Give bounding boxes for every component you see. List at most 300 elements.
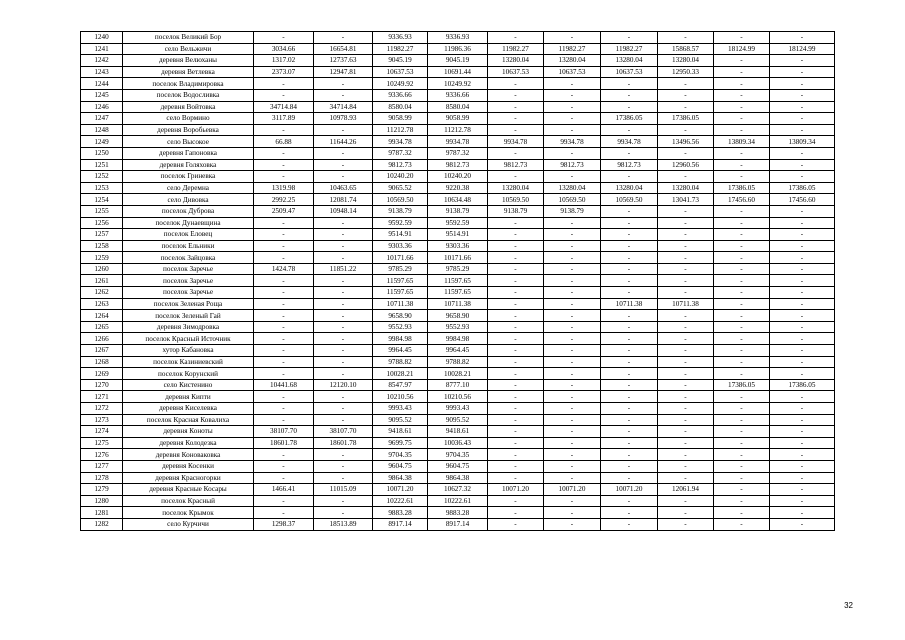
value-cell: - <box>601 437 658 449</box>
value-cell: - <box>770 321 835 333</box>
value-cell: - <box>544 275 601 287</box>
value-cell: - <box>770 252 835 264</box>
row-number-cell: 1281 <box>81 507 123 519</box>
value-cell: 13280.04 <box>658 55 714 67</box>
value-cell: - <box>314 507 373 519</box>
value-cell: - <box>314 495 373 507</box>
row-number-cell: 1272 <box>81 403 123 415</box>
value-cell: - <box>544 437 601 449</box>
row-number-cell: 1254 <box>81 194 123 206</box>
value-cell: - <box>658 403 714 415</box>
value-cell: - <box>658 333 714 345</box>
value-cell: - <box>254 147 314 159</box>
value-cell: - <box>658 495 714 507</box>
value-cell: - <box>544 229 601 241</box>
value-cell: - <box>254 240 314 252</box>
value-cell: 8580.04 <box>373 101 428 113</box>
table-row <box>81 55 835 67</box>
value-cell: - <box>601 101 658 113</box>
value-cell: - <box>601 321 658 333</box>
value-cell: 10441.68 <box>254 379 314 391</box>
value-cell: 9592.59 <box>373 217 428 229</box>
value-cell: 11851.22 <box>314 263 373 275</box>
value-cell: - <box>314 298 373 310</box>
value-cell: - <box>488 89 544 101</box>
value-cell: - <box>488 368 544 380</box>
value-cell: - <box>544 263 601 275</box>
settlement-name-cell: деревня Зимодровка <box>123 321 254 333</box>
value-cell: - <box>544 472 601 484</box>
value-cell: - <box>601 368 658 380</box>
value-cell: - <box>254 391 314 403</box>
value-cell: - <box>601 263 658 275</box>
row-number-cell: 1246 <box>81 101 123 113</box>
value-cell: 18124.99 <box>770 43 835 55</box>
value-cell: - <box>544 32 601 44</box>
value-cell: - <box>488 426 544 438</box>
value-cell: - <box>544 518 601 530</box>
value-cell: 2373.07 <box>254 66 314 78</box>
value-cell: - <box>254 414 314 426</box>
value-cell: 2992.25 <box>254 194 314 206</box>
value-cell: 13280.04 <box>544 182 601 194</box>
value-cell: 10569.50 <box>601 194 658 206</box>
table-row <box>81 240 835 252</box>
value-cell: - <box>254 310 314 322</box>
value-cell: 9336.66 <box>428 89 488 101</box>
value-cell: - <box>714 356 770 368</box>
value-cell: 10691.44 <box>428 66 488 78</box>
value-cell: - <box>544 391 601 403</box>
value-cell: 9704.35 <box>428 449 488 461</box>
value-cell: - <box>714 171 770 183</box>
value-cell: 11982.27 <box>373 43 428 55</box>
value-cell: 9592.59 <box>428 217 488 229</box>
value-cell: 9812.73 <box>428 159 488 171</box>
value-cell: - <box>314 368 373 380</box>
value-cell: - <box>544 495 601 507</box>
table-row <box>81 403 835 415</box>
table-row <box>81 472 835 484</box>
value-cell: - <box>254 275 314 287</box>
value-cell: - <box>770 159 835 171</box>
value-cell: - <box>714 472 770 484</box>
settlement-name-cell: поселок Владимировка <box>123 78 254 90</box>
settlement-name-cell: село Вормино <box>123 113 254 125</box>
value-cell: - <box>488 437 544 449</box>
value-cell: - <box>714 345 770 357</box>
value-cell: - <box>601 345 658 357</box>
value-cell: 17386.05 <box>770 182 835 194</box>
value-cell: - <box>770 89 835 101</box>
value-cell: - <box>488 403 544 415</box>
value-cell: - <box>254 368 314 380</box>
value-cell: 34714.84 <box>254 101 314 113</box>
value-cell: - <box>488 460 544 472</box>
value-cell: - <box>770 124 835 136</box>
value-cell: - <box>714 78 770 90</box>
table-row <box>81 124 835 136</box>
value-cell: - <box>770 403 835 415</box>
value-cell: - <box>658 414 714 426</box>
value-cell: - <box>658 379 714 391</box>
value-cell: 9934.78 <box>488 136 544 148</box>
settlement-name-cell: поселок Красный Источник <box>123 333 254 345</box>
value-cell: 13280.04 <box>601 55 658 67</box>
settlement-name-cell: деревня Кипти <box>123 391 254 403</box>
value-cell: 17386.05 <box>714 379 770 391</box>
value-cell: - <box>658 507 714 519</box>
value-cell: 15868.57 <box>658 43 714 55</box>
value-cell: - <box>601 275 658 287</box>
table-row <box>81 437 835 449</box>
value-cell: 10711.38 <box>373 298 428 310</box>
value-cell: - <box>658 437 714 449</box>
value-cell: - <box>770 78 835 90</box>
value-cell: 11982.27 <box>488 43 544 55</box>
value-cell: - <box>254 287 314 299</box>
value-cell: - <box>544 89 601 101</box>
value-cell: 10222.61 <box>373 495 428 507</box>
value-cell: - <box>254 217 314 229</box>
value-cell: - <box>314 89 373 101</box>
value-cell: 9336.93 <box>428 32 488 44</box>
settlement-name-cell: поселок Зеленая Роща <box>123 298 254 310</box>
value-cell: - <box>658 101 714 113</box>
value-cell: - <box>770 113 835 125</box>
value-cell: 13041.73 <box>658 194 714 206</box>
value-cell: 10028.21 <box>373 368 428 380</box>
row-number-cell: 1279 <box>81 484 123 496</box>
settlement-name-cell: поселок Заречье <box>123 287 254 299</box>
value-cell: 10569.50 <box>373 194 428 206</box>
value-cell: - <box>254 124 314 136</box>
value-cell: - <box>714 333 770 345</box>
row-number-cell: 1270 <box>81 379 123 391</box>
table-row <box>81 321 835 333</box>
value-cell: 9787.32 <box>428 147 488 159</box>
value-cell: 16654.81 <box>314 43 373 55</box>
value-cell: 9785.29 <box>428 263 488 275</box>
row-number-cell: 1273 <box>81 414 123 426</box>
value-cell: - <box>770 414 835 426</box>
table-row <box>81 356 835 368</box>
value-cell: - <box>544 368 601 380</box>
settlement-name-cell: деревня Коноваковка <box>123 449 254 461</box>
value-cell: - <box>488 240 544 252</box>
settlement-name-cell: село Кистенино <box>123 379 254 391</box>
table-row <box>81 113 835 125</box>
table-row <box>81 298 835 310</box>
value-cell: 10222.61 <box>428 495 488 507</box>
value-cell: 10240.20 <box>373 171 428 183</box>
value-cell: 10071.20 <box>544 484 601 496</box>
row-number-cell: 1256 <box>81 217 123 229</box>
value-cell: 8777.10 <box>428 379 488 391</box>
value-cell: - <box>770 426 835 438</box>
value-cell: - <box>314 124 373 136</box>
value-cell: - <box>488 113 544 125</box>
value-cell: 10637.53 <box>544 66 601 78</box>
value-cell: - <box>770 368 835 380</box>
value-cell: 9785.29 <box>373 263 428 275</box>
value-cell: - <box>544 310 601 322</box>
value-cell: 38107.70 <box>254 426 314 438</box>
value-cell: - <box>488 391 544 403</box>
value-cell: 11597.65 <box>373 275 428 287</box>
value-cell: - <box>601 217 658 229</box>
value-cell: - <box>254 159 314 171</box>
value-cell: 17386.05 <box>658 113 714 125</box>
value-cell: 9138.79 <box>373 205 428 217</box>
value-cell: - <box>601 507 658 519</box>
value-cell: 18601.78 <box>314 437 373 449</box>
value-cell: - <box>770 217 835 229</box>
value-cell: - <box>714 368 770 380</box>
value-cell: - <box>488 124 544 136</box>
value-cell: 9065.52 <box>373 182 428 194</box>
value-cell: - <box>254 171 314 183</box>
value-cell: 10071.20 <box>373 484 428 496</box>
value-cell: 9138.79 <box>428 205 488 217</box>
value-cell: 9303.36 <box>428 240 488 252</box>
row-number-cell: 1255 <box>81 205 123 217</box>
value-cell: - <box>714 403 770 415</box>
value-cell: - <box>254 356 314 368</box>
value-cell: 12947.81 <box>314 66 373 78</box>
table-row <box>81 101 835 113</box>
value-cell: 9984.98 <box>428 333 488 345</box>
value-cell: - <box>601 124 658 136</box>
value-cell: 10569.50 <box>544 194 601 206</box>
settlement-name-cell: село Вельжичи <box>123 43 254 55</box>
value-cell: - <box>314 287 373 299</box>
table-row <box>81 194 835 206</box>
value-cell: - <box>488 507 544 519</box>
value-cell: 10240.20 <box>428 171 488 183</box>
value-cell: - <box>488 263 544 275</box>
settlement-name-cell: поселок Красная Ковалиха <box>123 414 254 426</box>
row-number-cell: 1245 <box>81 89 123 101</box>
value-cell: - <box>714 147 770 159</box>
value-cell: - <box>770 391 835 403</box>
value-cell: - <box>770 460 835 472</box>
value-cell: 10637.53 <box>488 66 544 78</box>
value-cell: 12960.56 <box>658 159 714 171</box>
value-cell: - <box>770 32 835 44</box>
value-cell: - <box>658 240 714 252</box>
value-cell: 9604.75 <box>428 460 488 472</box>
value-cell: - <box>601 205 658 217</box>
value-cell: 9220.38 <box>428 182 488 194</box>
row-number-cell: 1259 <box>81 252 123 264</box>
value-cell: - <box>254 32 314 44</box>
value-cell: - <box>488 414 544 426</box>
value-cell: 10711.38 <box>658 298 714 310</box>
value-cell: - <box>770 472 835 484</box>
settlement-name-cell: поселок Зайцовка <box>123 252 254 264</box>
value-cell: - <box>658 356 714 368</box>
value-cell: 9787.32 <box>373 147 428 159</box>
value-cell: - <box>658 310 714 322</box>
value-cell: - <box>714 310 770 322</box>
value-cell: - <box>314 171 373 183</box>
value-cell: - <box>314 345 373 357</box>
table-row <box>81 518 835 530</box>
value-cell: - <box>601 449 658 461</box>
value-cell: 11597.65 <box>428 287 488 299</box>
value-cell: 9864.38 <box>373 472 428 484</box>
value-cell: - <box>544 101 601 113</box>
value-cell: - <box>601 333 658 345</box>
row-number-cell: 1277 <box>81 460 123 472</box>
value-cell: - <box>658 147 714 159</box>
row-number-cell: 1257 <box>81 229 123 241</box>
value-cell: 9964.45 <box>428 345 488 357</box>
value-cell: - <box>601 240 658 252</box>
value-cell: - <box>601 495 658 507</box>
value-cell: 18124.99 <box>714 43 770 55</box>
value-cell: 10978.93 <box>314 113 373 125</box>
value-cell: - <box>488 32 544 44</box>
settlement-name-cell: поселок Водосливка <box>123 89 254 101</box>
settlement-name-cell: деревня Косенки <box>123 460 254 472</box>
value-cell: 10210.56 <box>373 391 428 403</box>
row-number-cell: 1274 <box>81 426 123 438</box>
table-body <box>81 32 835 531</box>
value-cell: - <box>714 159 770 171</box>
value-cell: 66.88 <box>254 136 314 148</box>
value-cell: 9934.78 <box>601 136 658 148</box>
value-cell: - <box>488 252 544 264</box>
row-number-cell: 1252 <box>81 171 123 183</box>
value-cell: - <box>254 495 314 507</box>
value-cell: - <box>714 252 770 264</box>
table-row <box>81 205 835 217</box>
value-cell: 10071.20 <box>488 484 544 496</box>
row-number-cell: 1276 <box>81 449 123 461</box>
value-cell: - <box>544 113 601 125</box>
value-cell: 8547.97 <box>373 379 428 391</box>
value-cell: 9812.73 <box>373 159 428 171</box>
value-cell: 18601.78 <box>254 437 314 449</box>
value-cell: 12120.10 <box>314 379 373 391</box>
value-cell: 10171.66 <box>373 252 428 264</box>
value-cell: - <box>770 171 835 183</box>
value-cell: - <box>601 379 658 391</box>
value-cell: - <box>658 287 714 299</box>
value-cell: 3117.89 <box>254 113 314 125</box>
value-cell: 10637.53 <box>373 66 428 78</box>
row-number-cell: 1243 <box>81 66 123 78</box>
table-row <box>81 449 835 461</box>
value-cell: 10711.38 <box>601 298 658 310</box>
value-cell: - <box>488 217 544 229</box>
value-cell: - <box>314 159 373 171</box>
value-cell: - <box>770 147 835 159</box>
value-cell: - <box>714 298 770 310</box>
value-cell: - <box>544 414 601 426</box>
value-cell: - <box>770 356 835 368</box>
value-cell: - <box>488 298 544 310</box>
value-cell: 9058.99 <box>428 113 488 125</box>
value-cell: - <box>314 391 373 403</box>
value-cell: - <box>658 391 714 403</box>
table-row <box>81 391 835 403</box>
value-cell: - <box>601 171 658 183</box>
value-cell: - <box>544 345 601 357</box>
row-number-cell: 1247 <box>81 113 123 125</box>
value-cell: - <box>770 298 835 310</box>
value-cell: - <box>714 113 770 125</box>
value-cell: - <box>658 460 714 472</box>
value-cell: 17456.60 <box>770 194 835 206</box>
value-cell: 11597.65 <box>428 275 488 287</box>
value-cell: - <box>488 333 544 345</box>
value-cell: - <box>601 472 658 484</box>
value-cell: - <box>314 252 373 264</box>
value-cell: 34714.84 <box>314 101 373 113</box>
value-cell: - <box>714 101 770 113</box>
value-cell: 9993.43 <box>373 403 428 415</box>
table-row <box>81 310 835 322</box>
value-cell: 8580.04 <box>428 101 488 113</box>
value-cell: 10171.66 <box>428 252 488 264</box>
value-cell: - <box>658 449 714 461</box>
value-cell: 10569.50 <box>488 194 544 206</box>
value-cell: 3034.66 <box>254 43 314 55</box>
value-cell: - <box>770 437 835 449</box>
value-cell: 9788.82 <box>373 356 428 368</box>
value-cell: - <box>714 217 770 229</box>
value-cell: 9993.43 <box>428 403 488 415</box>
value-cell: 12061.94 <box>658 484 714 496</box>
table-row <box>81 275 835 287</box>
value-cell: - <box>714 414 770 426</box>
value-cell: - <box>714 89 770 101</box>
value-cell: - <box>770 345 835 357</box>
value-cell: - <box>544 321 601 333</box>
value-cell: - <box>601 391 658 403</box>
value-cell: - <box>254 252 314 264</box>
value-cell: - <box>314 147 373 159</box>
value-cell: - <box>488 356 544 368</box>
value-cell: - <box>254 321 314 333</box>
value-cell: 9095.52 <box>428 414 488 426</box>
value-cell: - <box>601 32 658 44</box>
value-cell: - <box>714 287 770 299</box>
value-cell: 10249.92 <box>428 78 488 90</box>
value-cell: - <box>488 287 544 299</box>
value-cell: 9984.98 <box>373 333 428 345</box>
value-cell: - <box>770 275 835 287</box>
value-cell: - <box>314 78 373 90</box>
table-row <box>81 368 835 380</box>
value-cell: - <box>714 495 770 507</box>
value-cell: - <box>601 460 658 472</box>
table-row <box>81 136 835 148</box>
table-row <box>81 287 835 299</box>
value-cell: - <box>314 229 373 241</box>
value-cell: - <box>658 171 714 183</box>
value-cell: - <box>314 460 373 472</box>
value-cell: 1319.98 <box>254 182 314 194</box>
value-cell: - <box>488 321 544 333</box>
value-cell: 13280.04 <box>544 55 601 67</box>
value-cell: - <box>658 368 714 380</box>
value-cell: - <box>601 229 658 241</box>
value-cell: 9604.75 <box>373 460 428 472</box>
